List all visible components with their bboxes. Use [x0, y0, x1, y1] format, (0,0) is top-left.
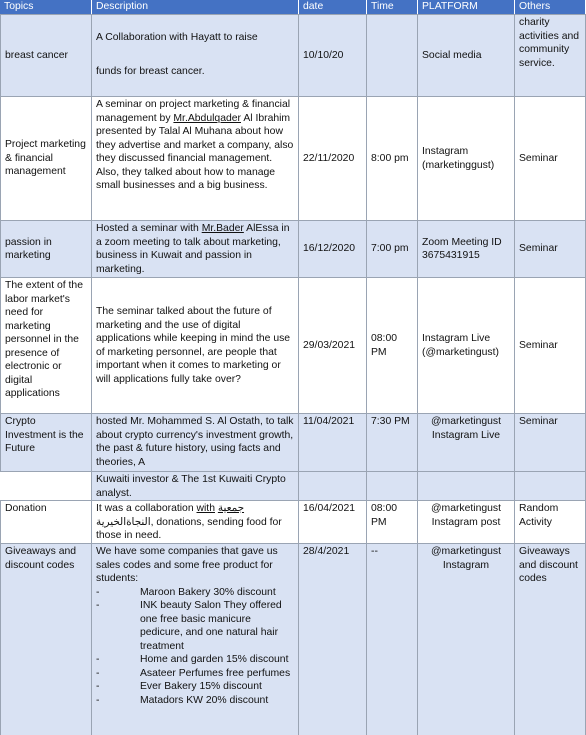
description-cell: It was a collaboration with جمعية النجاةالخيرية, donations, sending food for those in need.: [92, 501, 299, 543]
date-cell: 11/04/2021: [299, 414, 367, 471]
description-cell: A seminar on project marketing & financial management by Mr.Abdulqader Al Ibrahim presented by Talal Al Muhana about how they advertise and market a company, also they discussed financial management. Also, they talked about how to manage small businesses and a big business.: [92, 97, 299, 220]
list-item: - Maroon Bakery 30% discount: [96, 586, 276, 598]
list-item: - Home and garden 15% discount: [96, 654, 289, 665]
header-topics: Topics: [0, 0, 92, 14]
speaker-name: Mr.Abdulqader: [173, 112, 241, 124]
table-row: [0, 14, 586, 96]
header-others: Others: [515, 0, 586, 14]
topic-cell: Donation: [0, 501, 92, 543]
topic-cell: Giveaways and discount codes: [0, 544, 92, 735]
description-cell: hosted Mr. Mohammed S. Al Ostath, to talk about crypto currency's investment growth, the past & future history, using facts and theories, A: [92, 414, 299, 471]
time-cell: 08:00 PM: [367, 278, 418, 413]
others-cell: Seminar: [515, 221, 586, 277]
topic-cell: Crypto Investment is the Future: [0, 414, 92, 471]
table-row: [0, 96, 586, 220]
speaker-name: Mr.Bader: [201, 223, 244, 234]
platform-cell: [418, 472, 515, 500]
description-cell: [92, 544, 299, 735]
table-row: [0, 413, 586, 471]
time-cell: 7:30 PM: [367, 414, 418, 471]
description-intro: We have some companies that gave us sales codes and some free product for students:: [96, 546, 278, 584]
table-row: [0, 471, 586, 500]
others-cell: Giveaways and discount codes: [515, 544, 586, 735]
platform-cell: Zoom Meeting ID 3675431915: [418, 221, 515, 277]
list-item: - Ever Bakery 15% discount: [96, 681, 262, 692]
platform-cell: @marketingust Instagram post: [418, 501, 515, 543]
others-cell: Seminar: [515, 414, 586, 471]
time-cell: [367, 472, 418, 500]
table-row: [0, 277, 586, 413]
description-cell: Kuwaiti investor & The 1st Kuwaiti Crypto analyst.: [92, 472, 299, 500]
others-cell: Seminar: [515, 278, 586, 413]
topic-cell: The extent of the labor market's need for marketing personnel in the presence of electronic or digital applications: [0, 278, 92, 413]
topic-cell: Project marketing & financial management: [0, 97, 92, 220]
date-cell: 22/11/2020: [299, 97, 367, 220]
time-cell: --: [367, 544, 418, 735]
others-cell: charity activities and community service.: [515, 15, 586, 96]
platform-cell: @marketingust Instagram: [418, 544, 515, 735]
date-cell: 16/04/2021: [299, 501, 367, 543]
others-cell: Seminar: [515, 97, 586, 220]
date-cell: 28/4/2021: [299, 544, 367, 735]
platform-cell: Instagram Live (@marketingust): [418, 278, 515, 413]
description-line: funds for breast cancer.: [96, 66, 205, 77]
description-cell: [92, 15, 299, 96]
platform-cell: Instagram (marketinggust): [418, 97, 515, 220]
others-cell: [515, 472, 586, 500]
platform-cell: @marketingust Instagram Live: [418, 414, 515, 471]
description-cell: The seminar talked about the future of marketing and the use of digital applications while keeping in mind the use of marketing personnel, are people that important when it comes to marketing or will applications fully take over?: [92, 278, 299, 413]
header-description: Description: [92, 0, 299, 14]
date-cell: 29/03/2021: [299, 278, 367, 413]
empty-cell: [0, 472, 92, 500]
table-row: [0, 500, 586, 543]
list-item: - Matadors KW 20% discount: [96, 694, 269, 706]
header-platform: PLATFORM: [418, 0, 515, 14]
table-row: [0, 220, 586, 277]
table-row: [0, 543, 586, 735]
list-item: - Asateer Perfumes free perfumes: [96, 667, 291, 679]
list-item: - INK beauty Salon They offered one free basic manicure pedicure, and one natural hair treatment: [96, 600, 282, 652]
description-cell: Hosted a seminar with Mr.Bader AlEssa in a zoom meeting to talk about marketing, business in Kuwait and passion in marketing.: [92, 221, 299, 277]
header-time: Time: [367, 0, 418, 14]
date-cell: 16/12/2020: [299, 221, 367, 277]
table-header: [0, 0, 586, 14]
time-cell: 8:00 pm: [367, 97, 418, 220]
header-date: date: [299, 0, 367, 14]
date-cell: 10/10/20: [299, 15, 367, 96]
time-cell: [367, 15, 418, 96]
description-line: A Collaboration with Hayatt to raise: [96, 32, 258, 43]
time-cell: 7:00 pm: [367, 221, 418, 277]
platform-cell: Social media: [418, 15, 515, 96]
others-cell: Random Activity: [515, 501, 586, 543]
topic-cell: passion in marketing: [0, 221, 92, 277]
time-cell: 08:00 PM: [367, 501, 418, 543]
topic-cell: breast cancer: [0, 15, 92, 96]
date-cell: [299, 472, 367, 500]
